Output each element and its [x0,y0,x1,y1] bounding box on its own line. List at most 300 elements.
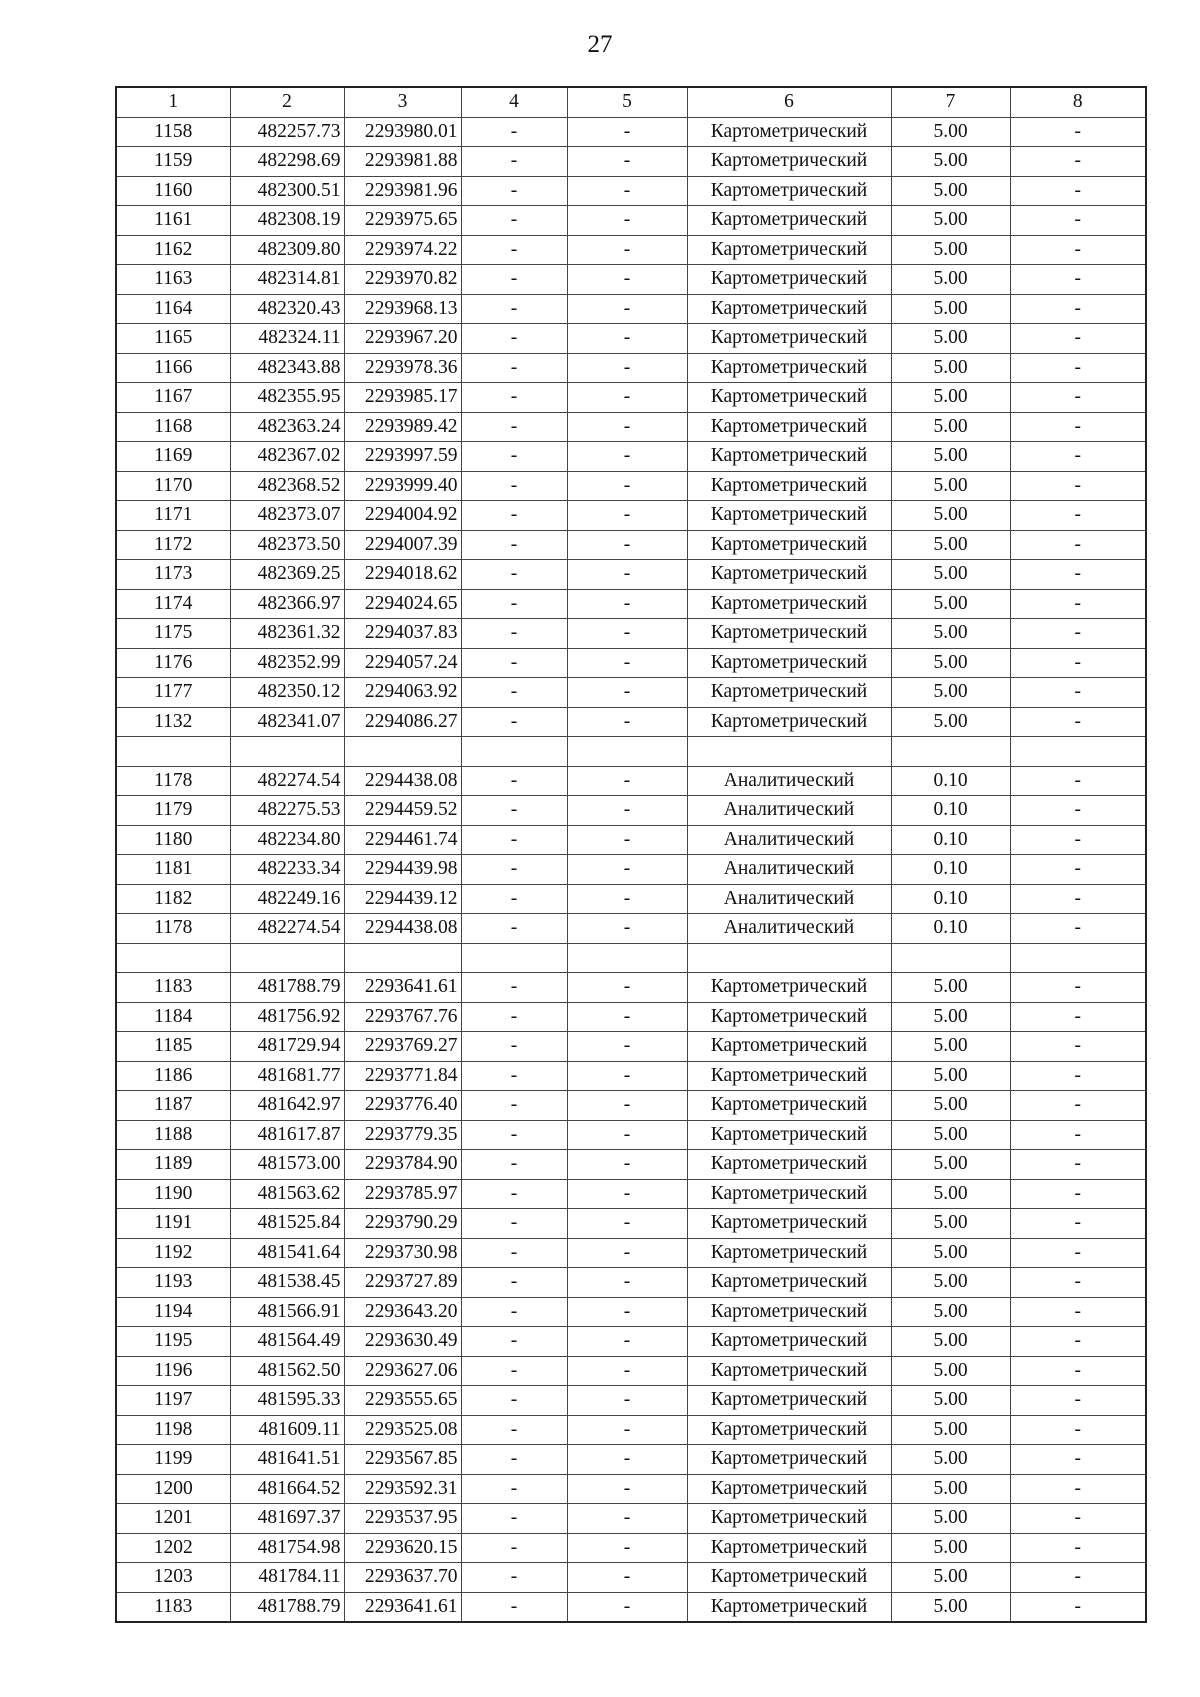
table-cell-col-5: - [567,471,687,501]
table-cell-col-4: - [461,1592,567,1622]
table-cell-col-2: 482369.25 [230,560,344,590]
table-cell-col-4: - [461,235,567,265]
table-cell-col-8: - [1010,648,1146,678]
table-cell-col-8: - [1010,1327,1146,1357]
table-cell-col-4: - [461,619,567,649]
table-cell-col-1: 1179 [116,796,230,826]
table-cell-col-2: 482274.54 [230,914,344,944]
column-header-1: 1 [116,87,230,117]
table-row [116,1002,1146,1032]
table-row [116,1150,1146,1180]
table-cell-col-7: 5.00 [891,1327,1010,1357]
table-cell-col-6: Картометрический [687,973,891,1003]
table-cell-col-5: - [567,265,687,295]
table-cell-col-4: - [461,1209,567,1239]
table-cell-col-7: 5.00 [891,324,1010,354]
table-cell-col-2: 482355.95 [230,383,344,413]
table-cell-col-2: 481664.52 [230,1474,344,1504]
table-cell-col-6: Аналитический [687,855,891,885]
table-cell-col-3: 2293641.61 [344,1592,461,1622]
table-cell-col-1: 1160 [116,176,230,206]
table-cell-col-4: - [461,1533,567,1563]
table-cell-col-2: 481538.45 [230,1268,344,1298]
table-cell-col-4: - [461,176,567,206]
table-row [116,1120,1146,1150]
table-cell-col-5: - [567,1327,687,1357]
table-cell-col-4: - [461,1061,567,1091]
table-cell-col-4: - [461,796,567,826]
table-cell-col-7: 5.00 [891,501,1010,531]
table-cell-col-2: 482314.81 [230,265,344,295]
table-cell-col-8: - [1010,147,1146,177]
table-cell-col-3: 2293537.95 [344,1504,461,1534]
table-cell-col-7: 5.00 [891,1002,1010,1032]
table-row [116,1209,1146,1239]
table-cell-col-7: 5.00 [891,1150,1010,1180]
table-body [116,117,1146,1622]
table-cell-col-1: 1171 [116,501,230,531]
table-cell-col-5: - [567,1150,687,1180]
table-cell-col-4: - [461,589,567,619]
table-cell-col-6: Картометрический [687,1209,891,1239]
table-cell-col-7: 5.00 [891,235,1010,265]
table-cell-col-2: 482343.88 [230,353,344,383]
table-cell-col-7: 5.00 [891,1120,1010,1150]
table-cell-col-3: 2294024.65 [344,589,461,619]
table-cell-col-2: 481609.11 [230,1415,344,1445]
table-row [116,1533,1146,1563]
table-cell-col-6: Картометрический [687,1356,891,1386]
table-cell-col-5: - [567,1209,687,1239]
table-row [116,1504,1146,1534]
table-cell-col-5: - [567,1032,687,1062]
table-cell-col-2: 482234.80 [230,825,344,855]
table-row [116,1179,1146,1209]
table-cell-col-6: Аналитический [687,884,891,914]
table-cell-col-7 [891,737,1010,767]
table-cell-col-4: - [461,560,567,590]
table-row [116,147,1146,177]
table-cell-col-2: 481617.87 [230,1120,344,1150]
table-cell-col-6: Картометрический [687,176,891,206]
table-cell-col-5: - [567,294,687,324]
table-cell-col-4: - [461,884,567,914]
table-row [116,1032,1146,1062]
table-cell-col-6: Картометрический [687,619,891,649]
table-cell-col-4: - [461,855,567,885]
table-cell-col-7: 0.10 [891,855,1010,885]
table-cell-col-8: - [1010,1445,1146,1475]
table-cell-col-2: 481784.11 [230,1563,344,1593]
table-cell-col-6: Картометрический [687,589,891,619]
table-cell-col-4: - [461,1150,567,1180]
page-number: 27 [587,31,613,58]
table-cell-col-7: 5.00 [891,1061,1010,1091]
table-cell-col-8: - [1010,294,1146,324]
table-row [116,707,1146,737]
table-cell-col-8 [1010,737,1146,767]
table-cell-col-6: Картометрический [687,294,891,324]
table-cell-col-5: - [567,1445,687,1475]
table-cell-col-1 [116,737,230,767]
table-row [116,294,1146,324]
table-cell-col-1: 1186 [116,1061,230,1091]
table-row [116,265,1146,295]
table-cell-col-8: - [1010,353,1146,383]
table-cell-col-1: 1168 [116,412,230,442]
table-cell-col-4: - [461,1386,567,1416]
table-cell-col-2: 481573.00 [230,1150,344,1180]
table-cell-col-1: 1190 [116,1179,230,1209]
column-header-4: 4 [461,87,567,117]
table-cell-col-8: - [1010,1533,1146,1563]
table-cell-col-3: 2293997.59 [344,442,461,472]
table-cell-col-3: 2294007.39 [344,530,461,560]
table-cell-col-5: - [567,1533,687,1563]
table-cell-col-1: 1161 [116,206,230,236]
table-cell-col-8: - [1010,1120,1146,1150]
table-cell-col-7: 5.00 [891,471,1010,501]
table-cell-col-8: - [1010,560,1146,590]
table-cell-col-2: 482324.11 [230,324,344,354]
table-cell-col-7: 5.00 [891,147,1010,177]
table-cell-col-5: - [567,855,687,885]
table-cell-col-7: 0.10 [891,825,1010,855]
table-cell-col-8: - [1010,1209,1146,1239]
table-cell-col-1: 1169 [116,442,230,472]
table-cell-col-3: 2293769.27 [344,1032,461,1062]
table-cell-col-7: 5.00 [891,648,1010,678]
table-cell-col-8: - [1010,117,1146,147]
table-cell-col-8: - [1010,471,1146,501]
table-row [116,766,1146,796]
table-cell-col-5: - [567,648,687,678]
table-cell-col-2: 482368.52 [230,471,344,501]
table-cell-col-8: - [1010,1002,1146,1032]
table-cell-col-1: 1196 [116,1356,230,1386]
table-cell-col-3: 2293989.42 [344,412,461,442]
table-row [116,1445,1146,1475]
table-cell-col-8: - [1010,1061,1146,1091]
table-row [116,1415,1146,1445]
table-cell-col-6: Картометрический [687,324,891,354]
table-cell-col-8: - [1010,589,1146,619]
table-cell-col-8: - [1010,884,1146,914]
table-cell-col-1: 1173 [116,560,230,590]
table-cell-col-4 [461,737,567,767]
table-row [116,648,1146,678]
table-row [116,442,1146,472]
table-cell-col-4: - [461,678,567,708]
table-cell-col-6: Картометрический [687,1386,891,1416]
table-cell-col-6: Картометрический [687,1327,891,1357]
table-cell-col-1: 1172 [116,530,230,560]
table-cell-col-3: 2293968.13 [344,294,461,324]
table-cell-col-1: 1185 [116,1032,230,1062]
table-cell-col-8: - [1010,914,1146,944]
table-cell-col-8: - [1010,1150,1146,1180]
table-row [116,1474,1146,1504]
table-cell-col-2: 482373.50 [230,530,344,560]
table-cell-col-5 [567,943,687,973]
table-cell-col-3: 2293784.90 [344,1150,461,1180]
table-cell-col-3: 2294004.92 [344,501,461,531]
table-cell-col-6: Картометрический [687,1091,891,1121]
table-cell-col-8: - [1010,265,1146,295]
table-cell-col-7: 5.00 [891,1592,1010,1622]
column-header-5: 5 [567,87,687,117]
table-cell-col-6: Картометрический [687,442,891,472]
header-row [116,87,1146,117]
table-cell-col-8: - [1010,973,1146,1003]
table-cell-col-3: 2293567.85 [344,1445,461,1475]
table-cell-col-4: - [461,1356,567,1386]
table-row [116,1268,1146,1298]
table-cell-col-6: Картометрический [687,353,891,383]
table-cell-col-4: - [461,1563,567,1593]
table-cell-col-2: 481541.64 [230,1238,344,1268]
table-cell-col-5: - [567,884,687,914]
table-cell-col-4: - [461,766,567,796]
table-cell-col-2: 481756.92 [230,1002,344,1032]
table-cell-col-7: 5.00 [891,530,1010,560]
table-cell-col-4: - [461,530,567,560]
table-cell-col-2: 482361.32 [230,619,344,649]
table-cell-col-8: - [1010,235,1146,265]
column-header-6: 6 [687,87,891,117]
table-cell-col-8: - [1010,1032,1146,1062]
table-cell-col-2: 482373.07 [230,501,344,531]
table-cell-col-5: - [567,678,687,708]
table-cell-col-1: 1201 [116,1504,230,1534]
table-cell-col-6: Картометрический [687,678,891,708]
table-cell-col-5: - [567,1386,687,1416]
table-cell-col-1: 1170 [116,471,230,501]
table-cell-col-5: - [567,1592,687,1622]
table-cell-col-3: 2294461.74 [344,825,461,855]
table-cell-col-8: - [1010,412,1146,442]
table-cell-col-3: 2293727.89 [344,1268,461,1298]
table-cell-col-1: 1180 [116,825,230,855]
table-cell-col-8: - [1010,324,1146,354]
table-cell-col-6: Картометрический [687,1592,891,1622]
table-cell-col-1: 1183 [116,1592,230,1622]
table-cell-col-2: 481697.37 [230,1504,344,1534]
table-cell-col-6 [687,737,891,767]
table-cell-col-3: 2293771.84 [344,1061,461,1091]
table-cell-col-7: 5.00 [891,206,1010,236]
table-cell-col-8: - [1010,825,1146,855]
table-cell-col-6: Картометрический [687,1415,891,1445]
table-cell-col-2: 481754.98 [230,1533,344,1563]
table-cell-col-2: 482352.99 [230,648,344,678]
table-cell-col-3: 2293620.15 [344,1533,461,1563]
table-cell-col-5: - [567,707,687,737]
table-cell-col-6: Картометрический [687,1504,891,1534]
table-cell-col-4: - [461,1474,567,1504]
table-cell-col-8: - [1010,1179,1146,1209]
table-cell-col-7: 0.10 [891,766,1010,796]
table-cell-col-4: - [461,1504,567,1534]
table-cell-col-5: - [567,1356,687,1386]
table-cell-col-6: Картометрический [687,1268,891,1298]
table-cell-col-5: - [567,206,687,236]
table-cell-col-5: - [567,560,687,590]
table-cell-col-1: 1199 [116,1445,230,1475]
table-cell-col-8: - [1010,206,1146,236]
table-cell-col-6: Картометрический [687,530,891,560]
table-cell-col-3: 2293525.08 [344,1415,461,1445]
table-row [116,206,1146,236]
table-cell-col-1: 1159 [116,147,230,177]
table-row [116,825,1146,855]
table-cell-col-4: - [461,1297,567,1327]
table-cell-col-2: 481566.91 [230,1297,344,1327]
table-cell-col-2: 481563.62 [230,1179,344,1209]
table-cell-col-3: 2293999.40 [344,471,461,501]
table-cell-col-7: 5.00 [891,1356,1010,1386]
table-cell-col-8: - [1010,619,1146,649]
table-cell-col-8: - [1010,501,1146,531]
table-cell-col-3: 2294439.12 [344,884,461,914]
table-cell-col-1: 1181 [116,855,230,885]
table-cell-col-4: - [461,973,567,1003]
table-cell-col-7: 5.00 [891,678,1010,708]
table-cell-col-7: 5.00 [891,442,1010,472]
table-cell-col-1: 1177 [116,678,230,708]
column-header-7: 7 [891,87,1010,117]
table-cell-col-3: 2294439.98 [344,855,461,885]
table-cell-col-6: Картометрический [687,471,891,501]
table-cell-col-8: - [1010,796,1146,826]
table-cell-col-2: 481681.77 [230,1061,344,1091]
table-cell-col-3: 2293555.65 [344,1386,461,1416]
table-cell-col-5: - [567,1120,687,1150]
table-row [116,678,1146,708]
table-cell-col-3: 2294063.92 [344,678,461,708]
table-cell-col-3: 2294057.24 [344,648,461,678]
table-cell-col-3: 2294438.08 [344,914,461,944]
table-cell-col-3: 2293730.98 [344,1238,461,1268]
table-cell-col-7: 5.00 [891,412,1010,442]
table-cell-col-5: - [567,1415,687,1445]
table-cell-col-6: Аналитический [687,914,891,944]
table-cell-col-6: Картометрический [687,1002,891,1032]
table-row [116,1238,1146,1268]
table-cell-col-7: 5.00 [891,1297,1010,1327]
table-cell-col-7: 0.10 [891,914,1010,944]
table-cell-col-8: - [1010,766,1146,796]
table-row [116,1356,1146,1386]
table-row [116,884,1146,914]
table-cell-col-6: Картометрический [687,117,891,147]
table-cell-col-4 [461,943,567,973]
table-cell-col-4: - [461,1032,567,1062]
table-row [116,1061,1146,1091]
table-cell-col-5: - [567,176,687,206]
table-cell-col-7: 5.00 [891,353,1010,383]
table-header [116,87,1146,117]
table-cell-col-5: - [567,973,687,1003]
table-cell-col-5: - [567,1474,687,1504]
table-cell-col-2: 482300.51 [230,176,344,206]
table-cell-col-1: 1192 [116,1238,230,1268]
table-cell-col-7: 5.00 [891,1386,1010,1416]
column-header-3: 3 [344,87,461,117]
table-cell-col-6: Картометрический [687,206,891,236]
table-cell-col-1: 1193 [116,1268,230,1298]
table-cell-col-3: 2293776.40 [344,1091,461,1121]
table-cell-col-6: Картометрический [687,412,891,442]
table-cell-col-6: Картометрический [687,1563,891,1593]
table-cell-col-5: - [567,1504,687,1534]
table-row [116,353,1146,383]
table-cell-col-2: 481562.50 [230,1356,344,1386]
table-cell-col-8: - [1010,1504,1146,1534]
table-cell-col-3: 2293975.65 [344,206,461,236]
table-cell-col-1: 1187 [116,1091,230,1121]
table-row [116,1297,1146,1327]
table-cell-col-4: - [461,117,567,147]
table-cell-col-4: - [461,501,567,531]
table-cell-col-1: 1189 [116,1150,230,1180]
table-row [116,501,1146,531]
table-cell-col-1: 1176 [116,648,230,678]
table-cell-col-3: 2293592.31 [344,1474,461,1504]
table-cell-col-1: 1163 [116,265,230,295]
table-cell-col-2: 481564.49 [230,1327,344,1357]
table-row [116,1592,1146,1622]
table-cell-col-1: 1132 [116,707,230,737]
table-cell-col-7: 0.10 [891,796,1010,826]
table-cell-col-3: 2293641.61 [344,973,461,1003]
table-cell-col-7: 0.10 [891,884,1010,914]
table-row [116,1091,1146,1121]
table-cell-col-5: - [567,412,687,442]
table-cell-col-6: Картометрический [687,1179,891,1209]
table-cell-col-1: 1188 [116,1120,230,1150]
table-row [116,914,1146,944]
table-cell-col-3: 2294018.62 [344,560,461,590]
table-cell-col-6: Картометрический [687,1150,891,1180]
table-row [116,589,1146,619]
table-cell-col-1: 1167 [116,383,230,413]
table-cell-col-3: 2293978.36 [344,353,461,383]
table-cell-col-1: 1178 [116,914,230,944]
table-cell-col-1: 1197 [116,1386,230,1416]
table-cell-col-7: 5.00 [891,1179,1010,1209]
table-cell-col-1: 1184 [116,1002,230,1032]
table-cell-col-1: 1183 [116,973,230,1003]
table-cell-col-8: - [1010,707,1146,737]
table-cell-col-6: Аналитический [687,796,891,826]
table-cell-col-5: - [567,353,687,383]
table-cell-col-4: - [461,1445,567,1475]
table-cell-col-3: 2293627.06 [344,1356,461,1386]
table-cell-col-8: - [1010,1268,1146,1298]
table-cell-col-4: - [461,353,567,383]
table-cell-col-1: 1175 [116,619,230,649]
table-cell-col-8: - [1010,176,1146,206]
table-cell-col-3: 2293981.96 [344,176,461,206]
table-cell-col-6: Картометрический [687,501,891,531]
table-row [116,412,1146,442]
table-row [116,1563,1146,1593]
table-cell-col-2: 481788.79 [230,973,344,1003]
table-cell-col-7: 5.00 [891,1238,1010,1268]
table-cell-col-8: - [1010,1091,1146,1121]
table-row [116,973,1146,1003]
